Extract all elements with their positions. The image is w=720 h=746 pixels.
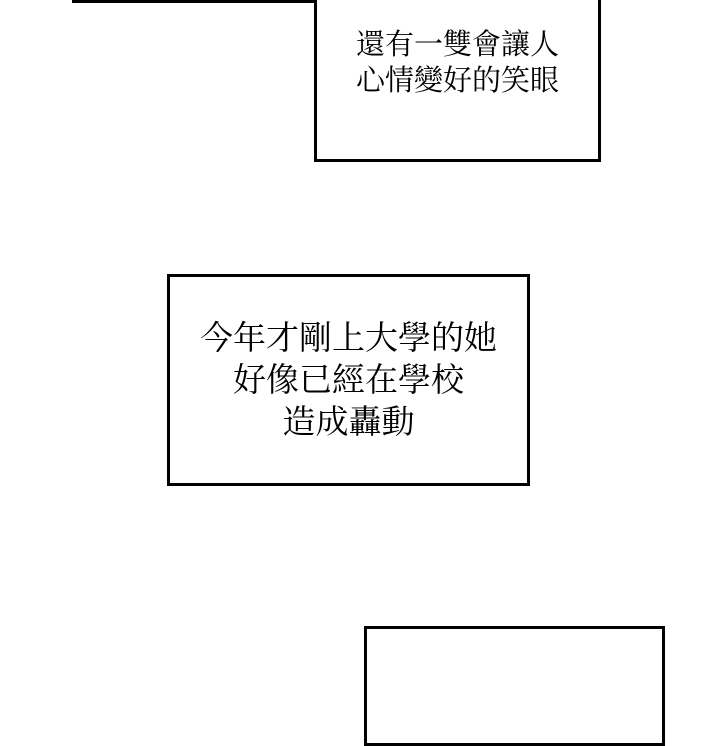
narration-line: 還有一雙會讓人 xyxy=(355,29,559,61)
narration-line: 造成轟動 xyxy=(282,403,415,440)
comic-panel-bottom-partial xyxy=(364,626,665,746)
narration-text-top xyxy=(356,27,559,99)
comic-panel-top-left-partial xyxy=(72,0,318,3)
narration-line: 今年才剛上大學的她 xyxy=(200,319,497,356)
narration-text-middle xyxy=(200,317,497,443)
narration-line: 心情變好的笑眼 xyxy=(355,65,559,97)
narration-line: 好像已經在學校 xyxy=(233,361,464,398)
comic-panel-middle xyxy=(167,274,530,486)
comic-panel-top-right xyxy=(314,0,601,162)
